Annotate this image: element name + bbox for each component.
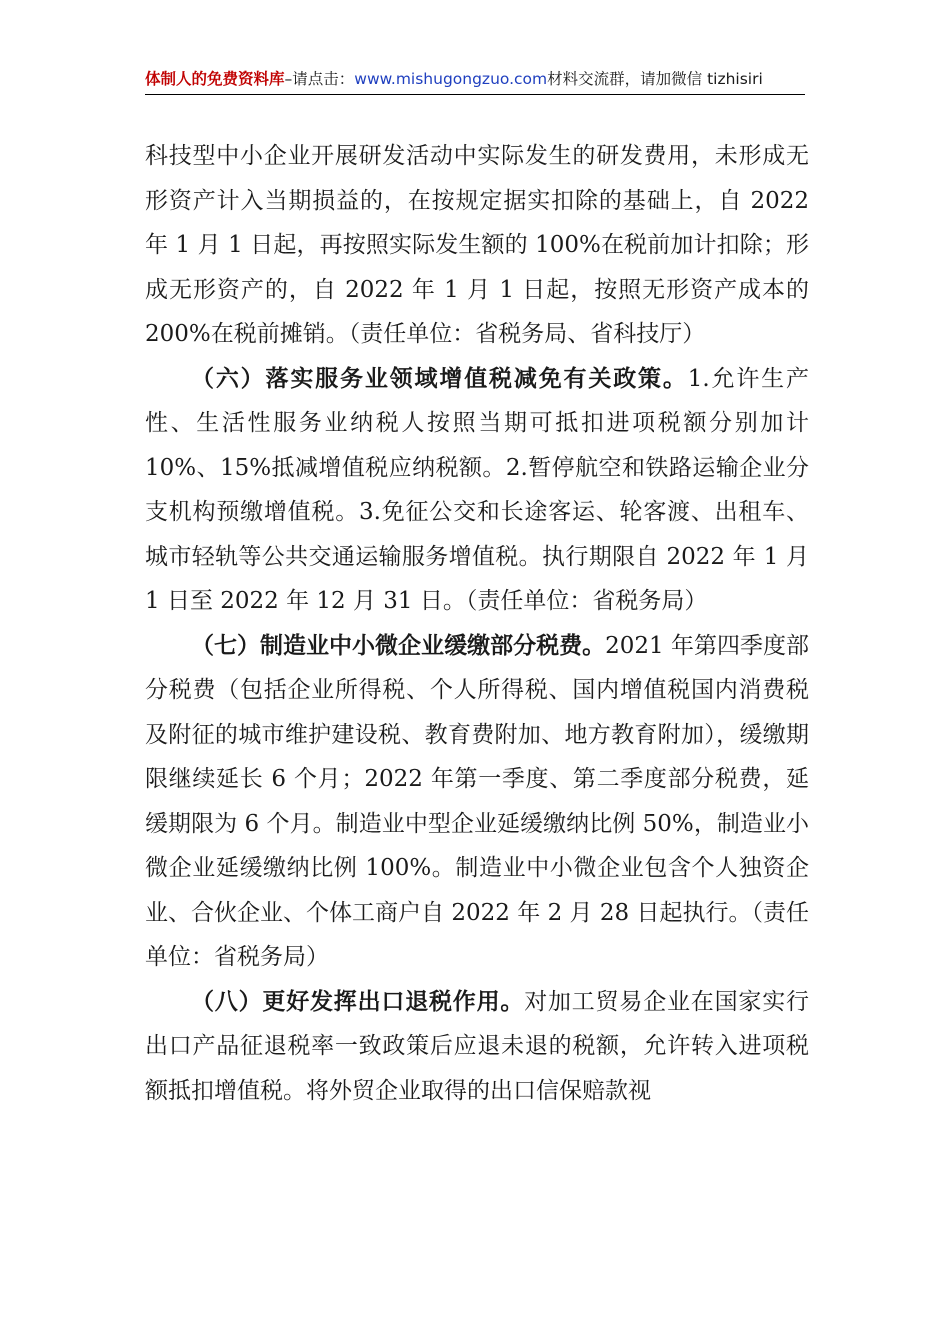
header-url-link[interactable]: www.mishugongzuo.com bbox=[354, 70, 548, 88]
document-body bbox=[145, 134, 809, 1113]
paragraph-heading: （六）落实服务业领域增值税减免有关政策。 bbox=[191, 365, 688, 392]
paragraph-text: 2021 年第四季度部分税费（包括企业所得税、个人所得税、国内增值税国内消费税及附征的城市维护建设税、教育费附加、地方教育附加），缓缴期限继续延长 6 个月；2022 年第一季度、第二季度部分税费，延缓期限为 6 个月。制造业中型企业延缓缴纳比例 50%，制造业小微企业延缓缴纳比例 100%。制造业中小微企业包含个人独资企业、合伙企业、个体工商户自 2022 年 2 月 28 日起执行。（责任单位：省税务局） bbox=[145, 632, 809, 970]
paragraph-item-8 bbox=[145, 980, 809, 1114]
paragraph-heading: （八）更好发挥出口退税作用。 bbox=[191, 988, 525, 1015]
paragraph-item-7 bbox=[145, 624, 809, 980]
paragraph-heading: （七）制造业中小微企业缓缴部分税费。 bbox=[191, 632, 606, 659]
header-tail: 材料交流群，请加微信 tizhisiri bbox=[547, 70, 763, 88]
paragraph-item-6 bbox=[145, 357, 809, 624]
paragraph-text: 科技型中小企业开展研发活动中实际发生的研发费用，未形成无形资产计入当期损益的，在按规定据实扣除的基础上，自 2022 年 1 月 1 日起，再按照实际发生额的 100%在税前加计扣除；形成无形资产的，自 2022 年 1 月 1 日起，按照无形资产成本的 200%在税前摊销。（责任单位：省税务局、省科技厅） bbox=[145, 143, 809, 347]
page-header bbox=[145, 66, 805, 95]
paragraph-continuation bbox=[145, 134, 809, 357]
header-brand: 体制人的免费资料库 bbox=[145, 70, 285, 88]
paragraph-text: 对加工贸易企业在国家实行出口产品征退税率一致政策后应退未退的税额，允许转入进项税额抵扣增值税。将外贸企业取得的出口信保赔款视 bbox=[145, 988, 810, 1104]
header-prompt: –请点击： bbox=[284, 70, 355, 88]
paragraph-text: 1.允许生产性、生活性服务业纳税人按照当期可抵扣进项税额分别加计 10%、15%抵减增值税应纳税额。2.暂停航空和铁路运输企业分支机构预缴增值税。3.免征公交和长途客运、轮客渡、出租车、城市轻轨等公共交通运输服务增值税。执行期限自 2022 年 1 月 1 日至 2022 年 12 月 31 日。（责任单位：省税务局） bbox=[145, 365, 810, 614]
